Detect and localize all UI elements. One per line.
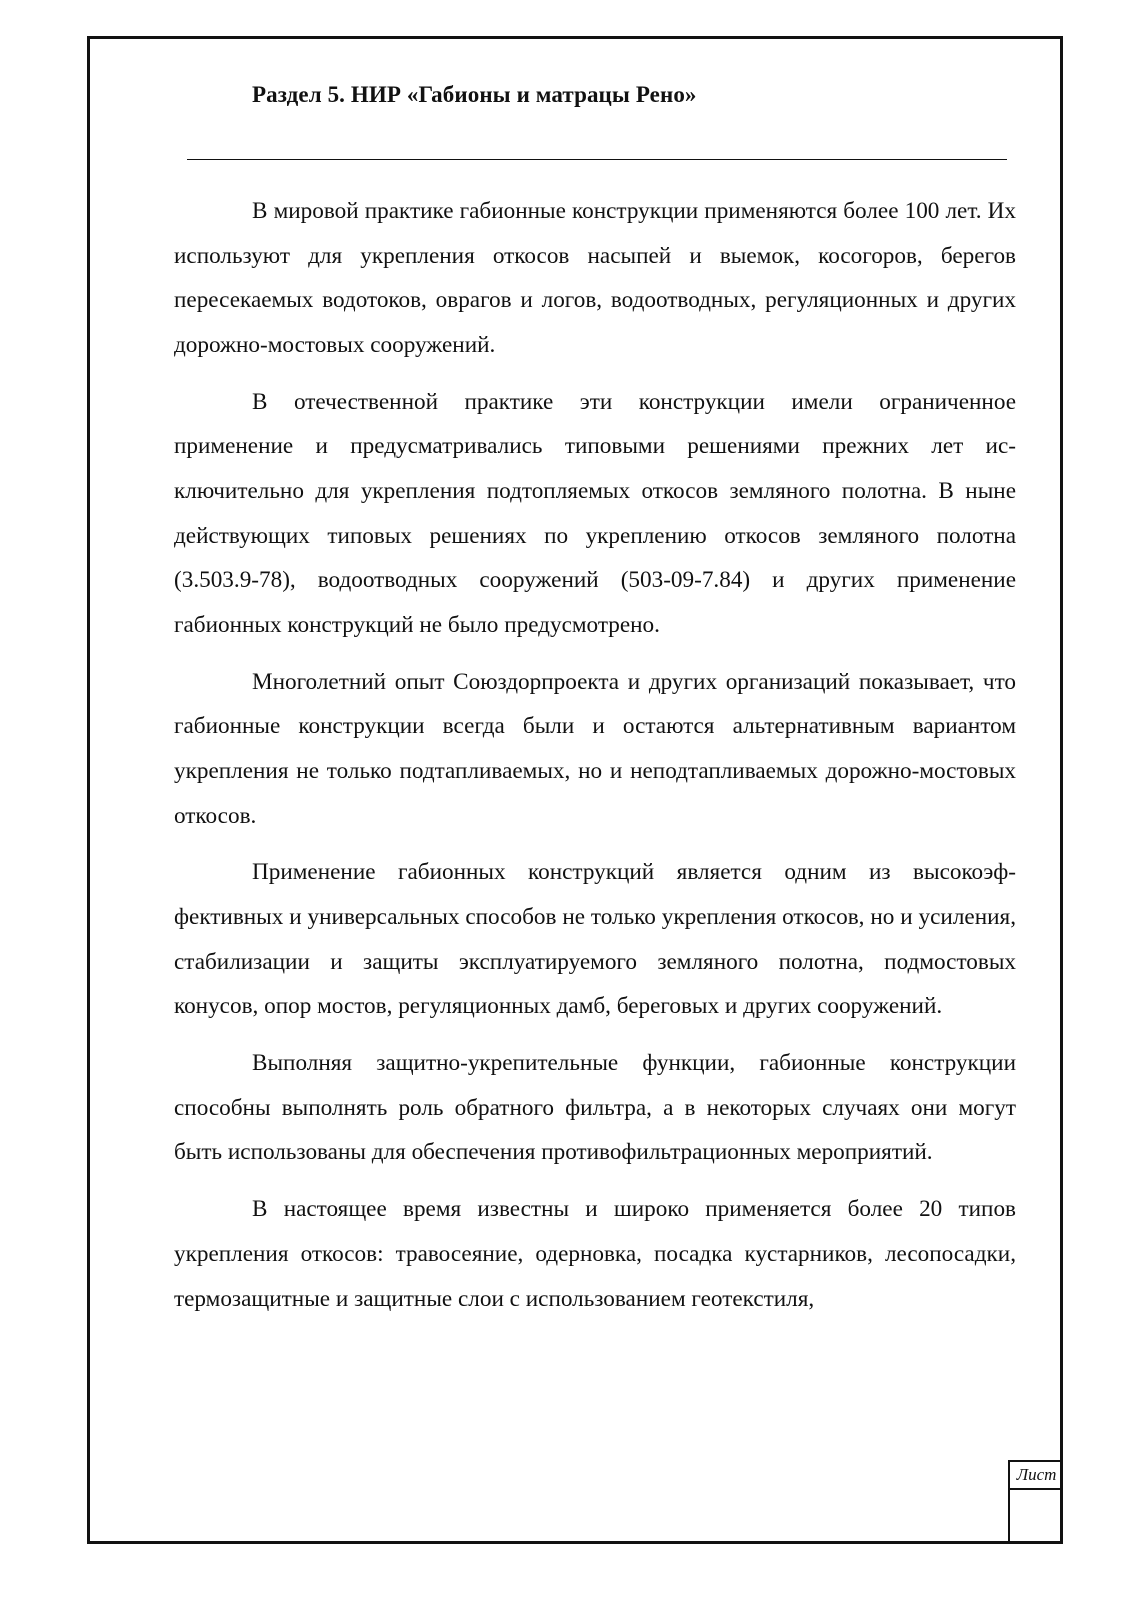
- paragraph: Многолетний опыт Союздорпроекта и других организаций показывает, что габионные конструкции всегда были и остаются альтернативным вариантом укрепления не только подтапливаемых, но и неподтапливаемых дорожно-мостовых откосов.: [174, 668, 1016, 829]
- section-heading: Раздел 5. НИР «Габионы и матрацы Рено»: [252, 82, 697, 107]
- paragraph: В отечественной практике эти конструкции имели ограниченное применение и предусматривались типовыми решениями прежних лет исключительно для укрепления подтопляемых откосов земляного полотна. В ныне действующих типовых решениях по укреплению откосов земляного полотна (3.503.9-78), водоотводных сооружений (503-09-7.84) и других применение габионных конструкций не было предусмотрено.: [174, 388, 1016, 638]
- paragraph: Выполняя защитно-укрепительные функции, габионные конструкции способны выполнять роль обратного фильтра, а в некоторых случаях они могут быть использованы для обеспечения противофильтрационных мероприятий.: [174, 1050, 1016, 1166]
- paragraph: В мировой практике габионные конструкции применяются более 100 лет. Их используют для укрепления откосов насыпей и выемок, косогоров, берегов пересекаемых водотоков, оврагов и логов, водоотводных, регуляционных и других дорожно-мостовых сооружений.: [174, 198, 1016, 358]
- sheet-label: Лист: [1010, 1462, 1063, 1490]
- body-text: [174, 189, 1016, 1321]
- sheet-number: [1010, 1490, 1063, 1544]
- paragraph: В настоящее время известны и широко применяется более 20 типов укрепления откосов: травосеяние, одерновка, посадка кустарников, лесопосадки, термозащитные и защитные слои с использованием геотекстиля,: [174, 1196, 1016, 1312]
- title-block-sheet: [1008, 1460, 1063, 1544]
- heading-underline: [187, 159, 1007, 160]
- paragraph: Применение габионных конструкций является одним из высокоэффективных и универсальных способов не только укрепления откосов, но и усиления, стабилизации и защиты эксплуатируемого земляного полотна, подмостовых конусов, опор мостов, регуляционных дамб, береговых и других сооружений.: [174, 859, 1016, 1020]
